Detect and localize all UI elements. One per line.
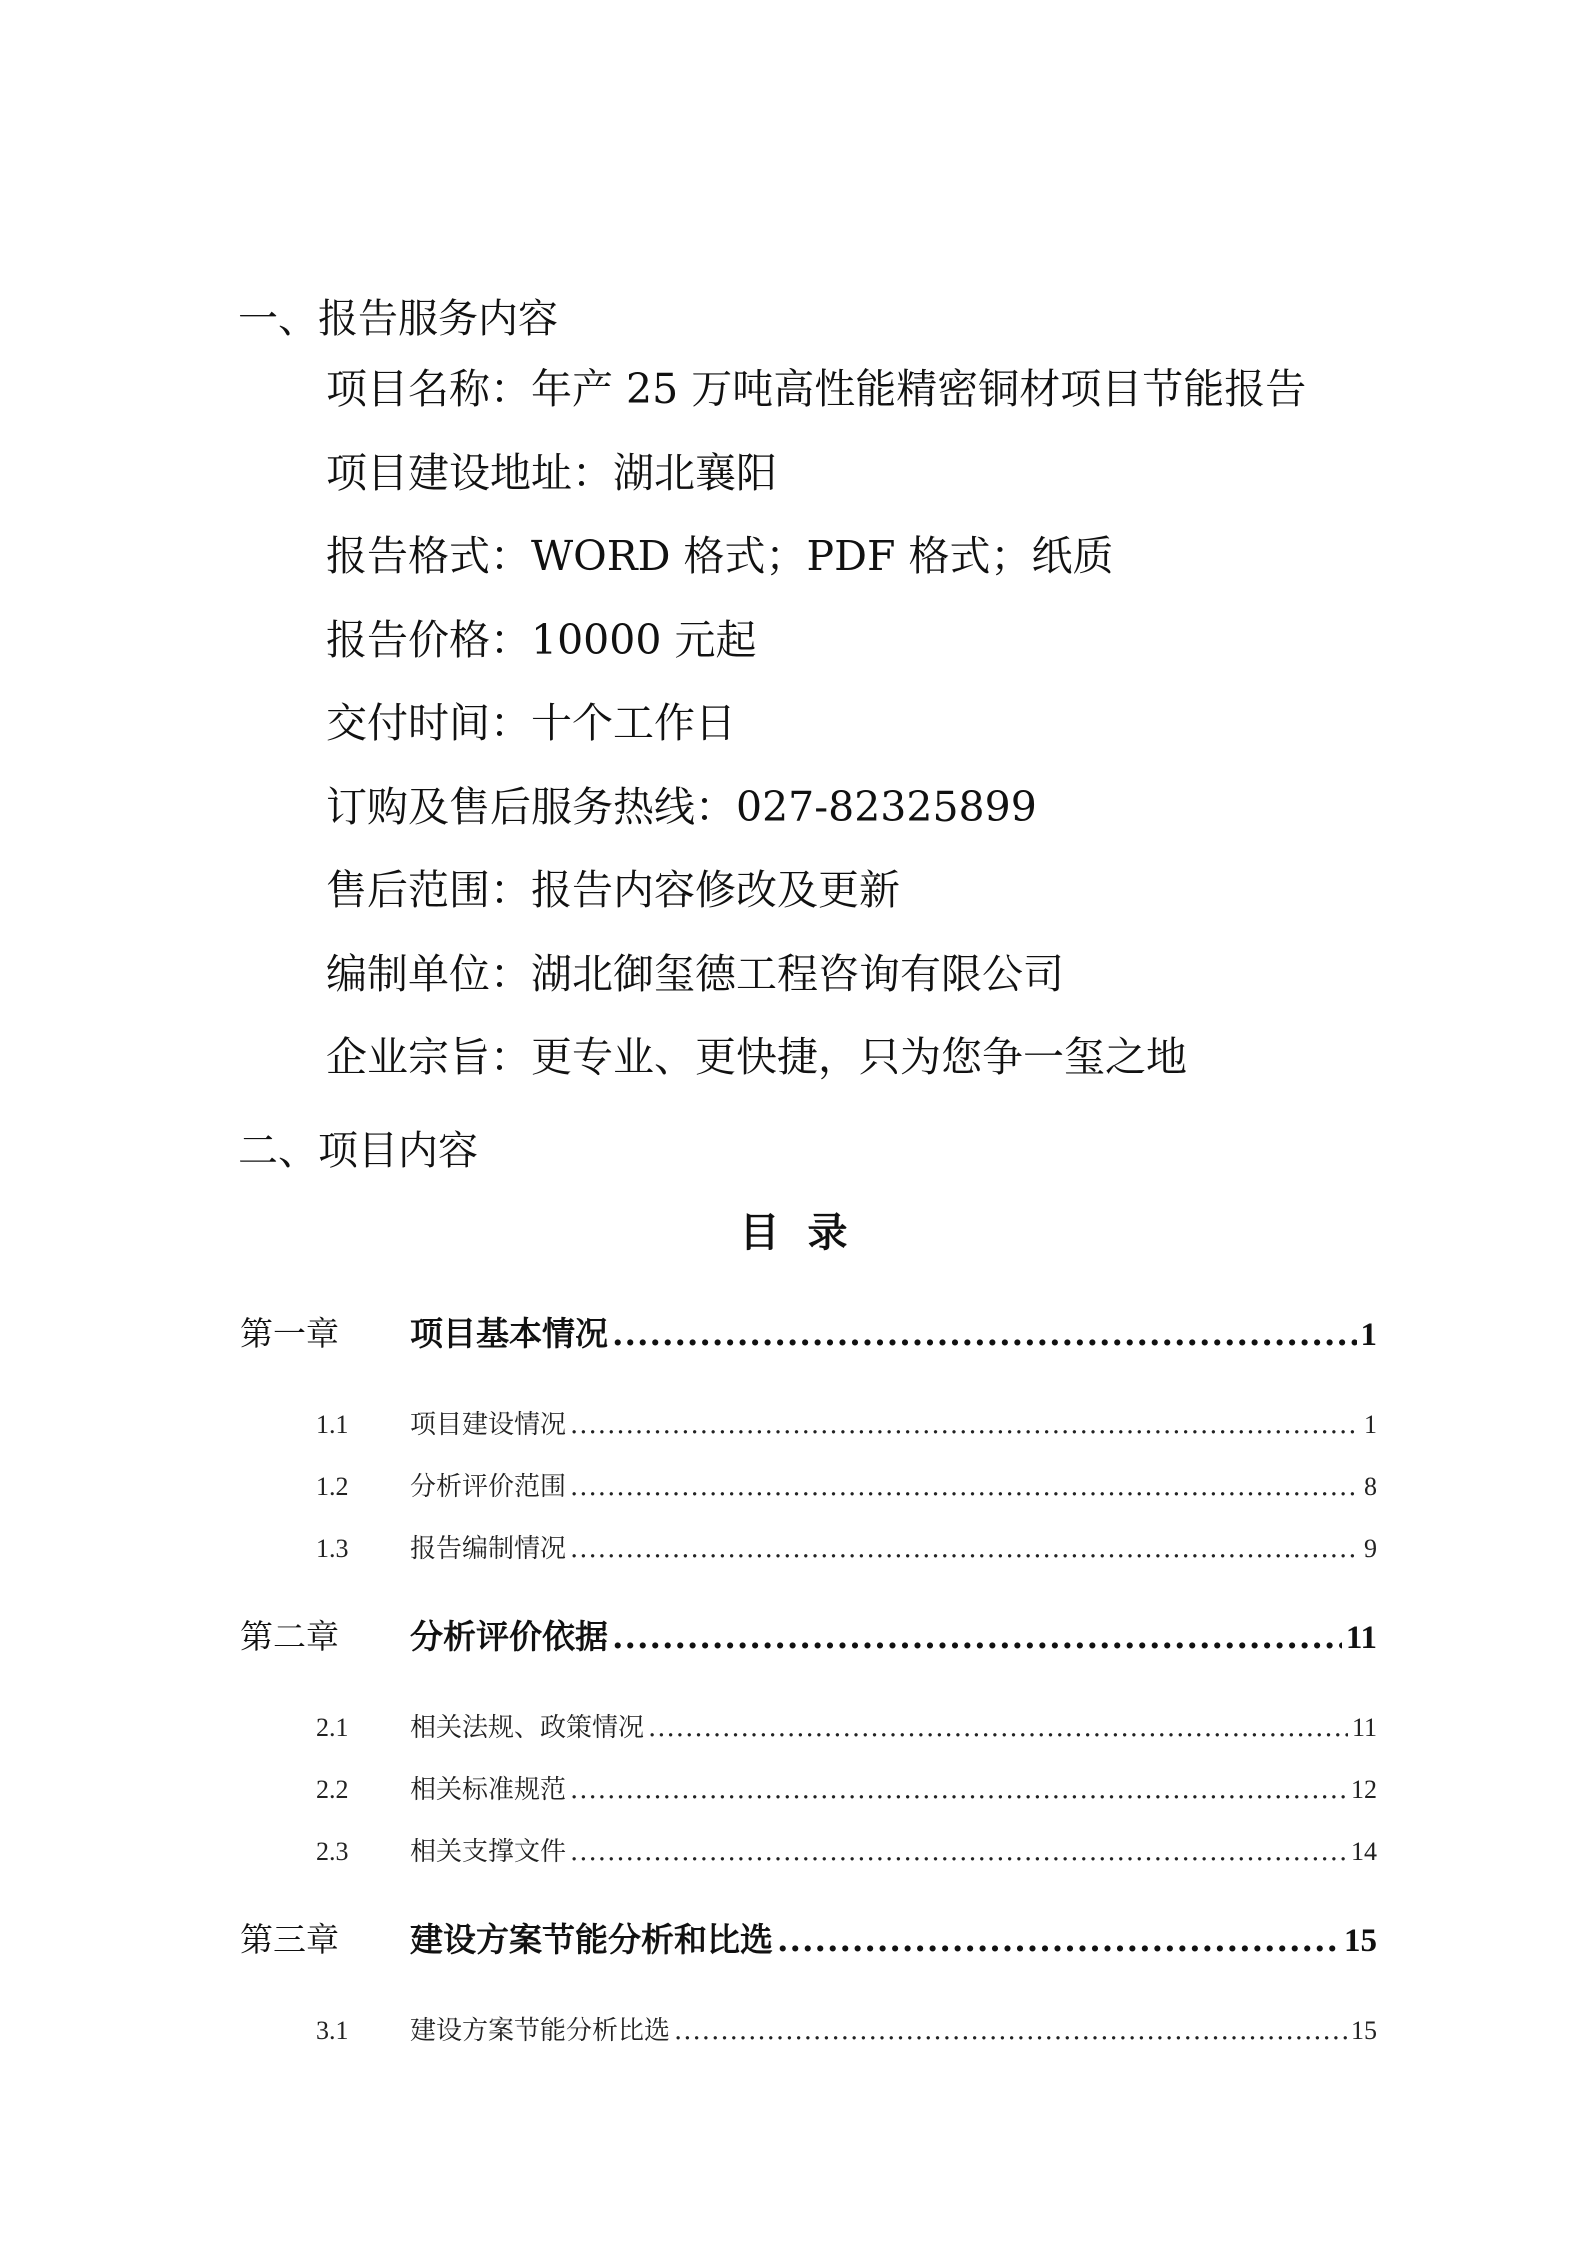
info-line-scope: 售后范围：报告内容修改及更新 — [326, 866, 900, 914]
info-line-project-name: 项目名称：年产 25 万吨高性能精密铜材项目节能报告 — [326, 365, 1307, 413]
toc-entry-number: 3.1 — [316, 2016, 349, 2045]
toc-entry-label: 相关法规、政策情况 — [410, 1713, 645, 1743]
toc-entry-page: 11 — [1345, 1620, 1377, 1656]
toc-entry-page: 1 — [1364, 1410, 1377, 1439]
toc-entry-page: 15 — [1351, 2016, 1377, 2045]
toc-entry-label: 相关支撑文件 — [410, 1837, 567, 1867]
toc-entry-number: 2.2 — [316, 1775, 349, 1804]
toc-entry-label: 建设方案节能分析和比选 — [410, 1920, 773, 1959]
toc-leader-dots — [570, 1834, 1347, 1870]
toc-entry-number: 第一章 — [240, 1314, 339, 1353]
toc-entry-page: 8 — [1364, 1472, 1377, 1501]
service-info-list — [326, 364, 1306, 1116]
toc-entry-page: 1 — [1360, 1317, 1377, 1353]
toc-entry-label: 相关标准规范 — [410, 1775, 567, 1805]
toc-leader-dots — [648, 1710, 1348, 1746]
info-line-address: 项目建设地址：湖北襄阳 — [326, 448, 777, 497]
toc-leader-dots — [570, 1407, 1360, 1443]
section-heading-project: 二、项目内容 — [238, 1128, 478, 1174]
toc-entry-label: 报告编制情况 — [410, 1534, 567, 1564]
toc-leader-dots — [612, 1615, 1342, 1659]
toc-entry-number: 第三章 — [240, 1920, 339, 1959]
toc-leader-dots — [612, 1312, 1357, 1356]
toc-leader-dots — [674, 2013, 1347, 2049]
toc-leader-dots — [570, 1531, 1360, 1567]
toc-title: 目录 — [739, 1210, 876, 1256]
toc-entry-page: 15 — [1344, 1923, 1377, 1959]
section-heading-service: 一、报告服务内容 — [238, 296, 558, 342]
toc-entry-number: 2.1 — [316, 1713, 349, 1742]
toc-entry-number: 1.3 — [316, 1534, 349, 1563]
toc-leader-dots — [777, 1918, 1340, 1962]
toc-entry-page: 14 — [1351, 1837, 1377, 1866]
toc-entry-number: 2.3 — [316, 1837, 349, 1866]
toc-entry-number: 1.1 — [316, 1410, 349, 1439]
info-line-price: 报告价格：10000 元起 — [326, 615, 757, 664]
toc-entry-number: 第二章 — [240, 1617, 339, 1656]
info-line-delivery: 交付时间：十个工作日 — [326, 699, 736, 747]
toc-entry-number: 1.2 — [316, 1472, 349, 1501]
toc-entry-page: 9 — [1364, 1534, 1377, 1563]
info-line-hotline: 订购及售后服务热线：027-82325899 — [326, 782, 1037, 831]
toc-entry-label: 分析评价依据 — [410, 1617, 608, 1656]
toc-entry-label: 建设方案节能分析比选 — [410, 2016, 671, 2046]
info-line-compiler: 编制单位：湖北御玺德工程咨询有限公司 — [326, 949, 1064, 998]
toc-entry-page: 12 — [1351, 1775, 1377, 1804]
info-line-motto: 企业宗旨：更专业、更快捷，只为您争一玺之地 — [326, 1033, 1187, 1081]
info-line-format: 报告格式：WORD 格式；PDF 格式；纸质 — [326, 532, 1114, 580]
toc-entry-label: 项目建设情况 — [410, 1410, 567, 1440]
toc-entry-page: 11 — [1351, 1713, 1377, 1742]
toc-leader-dots — [570, 1469, 1360, 1505]
toc-leader-dots — [570, 1772, 1347, 1808]
toc-entry-label: 项目基本情况 — [410, 1314, 608, 1353]
toc-entry-label: 分析评价范围 — [410, 1472, 567, 1502]
